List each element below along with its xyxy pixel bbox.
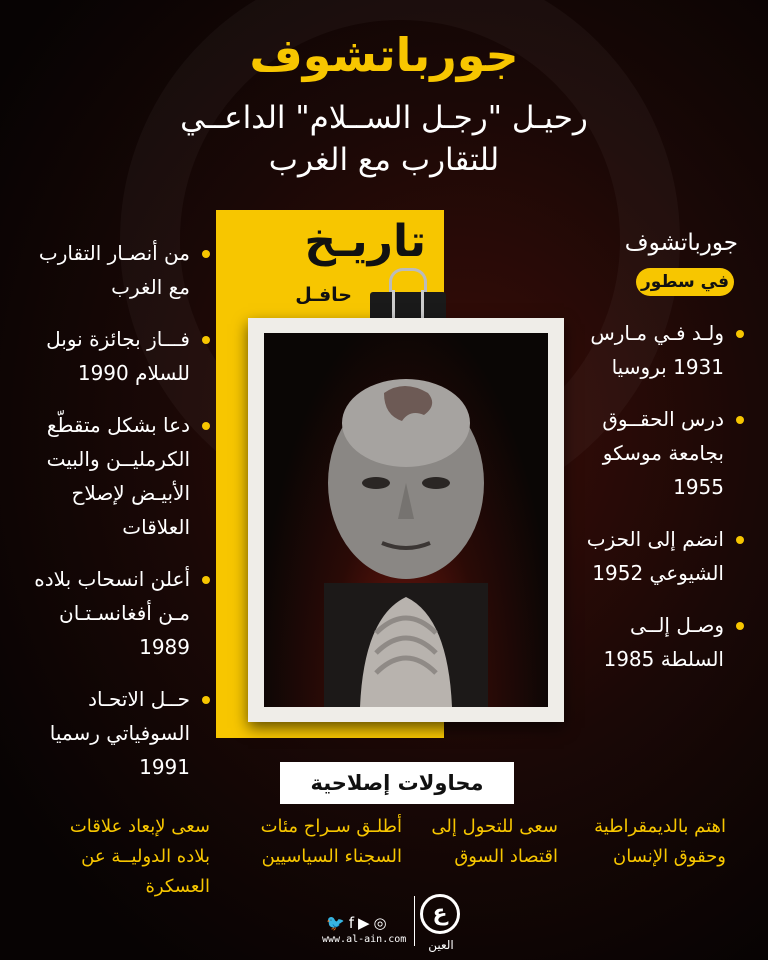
reform-item: سعى للتحول إلى اقتصاد السوق <box>431 816 558 867</box>
page-title: جورباتشوف <box>249 28 519 82</box>
list-item <box>20 322 212 390</box>
right-heading: جورباتشوف <box>624 230 738 256</box>
logo-text: العين <box>428 938 454 952</box>
right-facts-list <box>576 316 746 694</box>
card-subtitle: حافـل <box>295 284 352 306</box>
twitter-icon[interactable]: 🐦 <box>326 914 349 932</box>
list-item-text: انضم إلى الحزب الشيوعي 1952 <box>586 527 724 585</box>
instagram-icon[interactable]: ◎ <box>373 914 391 932</box>
bullet-icon <box>736 622 744 630</box>
list-item <box>20 236 212 304</box>
list-item <box>576 402 746 504</box>
list-item <box>576 608 746 676</box>
subtitle-line-2: للتقارب مع الغرب <box>268 142 500 178</box>
footer-divider <box>414 896 415 946</box>
bullet-icon <box>202 336 210 344</box>
portrait-photo <box>264 333 548 707</box>
list-item <box>576 316 746 384</box>
reform-item: سعى لإبعاد علاقات بلاده الدوليــة عن العسكرة <box>69 816 210 897</box>
bullet-icon <box>202 250 210 258</box>
bullet-icon <box>736 536 744 544</box>
youtube-icon[interactable]: ▶ <box>357 914 374 932</box>
list-item <box>20 562 212 664</box>
list-item <box>20 408 212 544</box>
social-icons <box>326 914 408 932</box>
reforms-heading: محاولات إصلاحية <box>280 762 514 804</box>
reform-item: اهتم بالديمقراطية وحقوق الإنسان <box>594 816 726 867</box>
list-item <box>20 682 212 784</box>
list-item <box>576 522 746 590</box>
list-item-text: فـــاز بجائزة نوبل للسلام 1990 <box>46 327 190 385</box>
list-item-text: أعلن انسحاب بلاده مـن أفغانسـتـان 1989 <box>34 567 190 659</box>
list-item-text: وصـل إلــى السلطة 1985 <box>603 613 724 671</box>
bullet-icon <box>202 696 210 704</box>
portrait-illustration <box>264 333 548 707</box>
list-item-text: من أنصـار التقارب مع الغرب <box>38 241 190 299</box>
list-item-text: دعا بشكل متقطّع الكرمليــن والبيت الأبيـض لإصلاح العلاقات <box>46 413 190 539</box>
list-item-text: ولـد فـي مـارس 1931 بروسيا <box>590 321 724 379</box>
card-title: تاريـخ <box>304 216 426 267</box>
bullet-icon <box>202 576 210 584</box>
list-item-text: حــل الاتحـاد السوفياتي رسميا 1991 <box>49 687 190 779</box>
left-facts-list <box>20 236 212 802</box>
facebook-icon[interactable]: f <box>348 914 358 932</box>
al-ain-logo-icon: ع <box>420 894 460 934</box>
bullet-icon <box>736 416 744 424</box>
bullet-icon <box>202 422 210 430</box>
list-item-text: درس الحقــوق بجامعة موسكو 1955 <box>602 407 724 499</box>
subtitle-line-1: رحيـل "رجـل الســلام" الداعــي <box>180 100 588 136</box>
in-brief-badge: في سطور <box>636 268 734 296</box>
reform-item: أطلـق سـراح مئات السجناء السياسيين <box>260 816 402 867</box>
bullet-icon <box>736 330 744 338</box>
website-url[interactable]: www.al-ain.com <box>322 934 407 945</box>
